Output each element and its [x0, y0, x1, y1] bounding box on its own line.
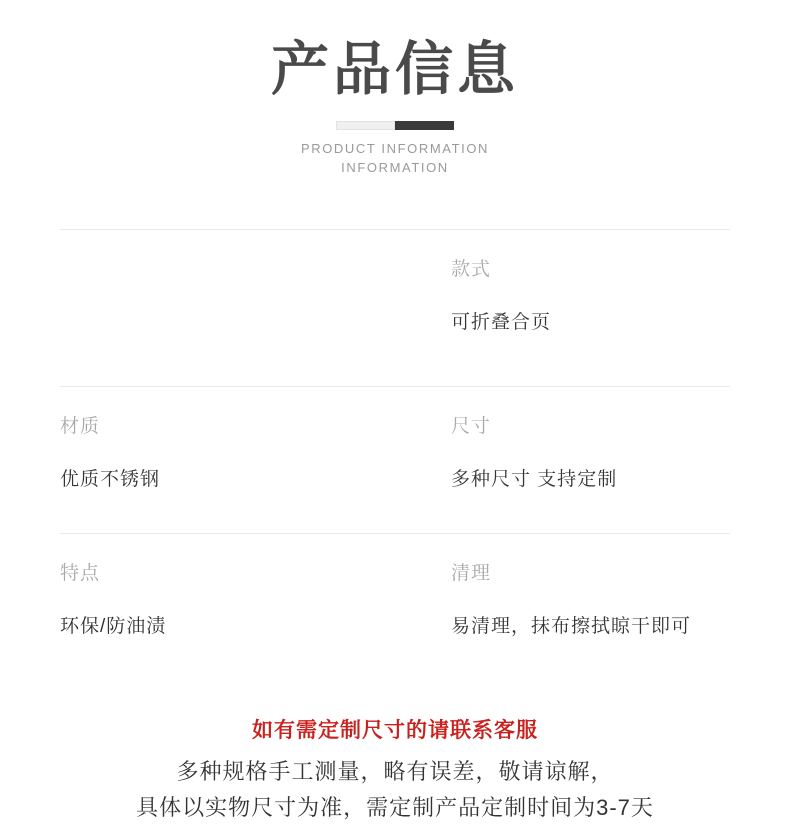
spec-label: 清理: [451, 563, 492, 585]
spec-label: 特点: [60, 563, 101, 585]
spec-label: 尺寸: [451, 416, 492, 438]
page-title: 产品信息: [270, 35, 519, 103]
page-subtitle-line-1: PRODUCT INFORMATION: [300, 140, 490, 156]
spec-cell-cleaning: [395, 558, 730, 658]
spec-cell-empty: [60, 254, 395, 364]
spec-value: 环保/防油渍: [60, 616, 167, 638]
page-header: [0, 0, 790, 177]
spec-label: 款式: [451, 259, 492, 281]
spec-row: [60, 534, 730, 680]
spec-cell-material: [60, 411, 395, 511]
custom-size-notice: 如有需定制尺寸的请联系客服: [252, 719, 538, 743]
divider-dark-segment: [395, 121, 454, 130]
spec-table: [60, 229, 730, 680]
spec-value: 易清理，抹布擦拭晾干即可: [451, 616, 692, 638]
footer-notes: [0, 714, 790, 824]
spec-row: [60, 229, 730, 387]
spec-row: [60, 387, 730, 534]
spec-cell-features: [60, 558, 395, 658]
measurement-note-line-1: 多种规格手工测量，略有误差，敬请谅解，: [176, 759, 614, 785]
spec-label: 材质: [60, 416, 101, 438]
measurement-note-line-2: 具体以实物尺寸为准，需定制产品定制时间为3-7天: [136, 794, 654, 820]
spec-cell-size: [395, 411, 730, 511]
spec-value: 可折叠合页: [451, 312, 552, 334]
spec-value: 多种尺寸 支持定制: [451, 469, 618, 491]
spec-value: 优质不锈钢: [60, 469, 161, 491]
page-subtitle-line-2: INFORMATION: [341, 159, 449, 175]
divider-light-segment: [336, 121, 395, 130]
spec-cell-style: [395, 254, 730, 364]
title-divider: [336, 121, 454, 130]
